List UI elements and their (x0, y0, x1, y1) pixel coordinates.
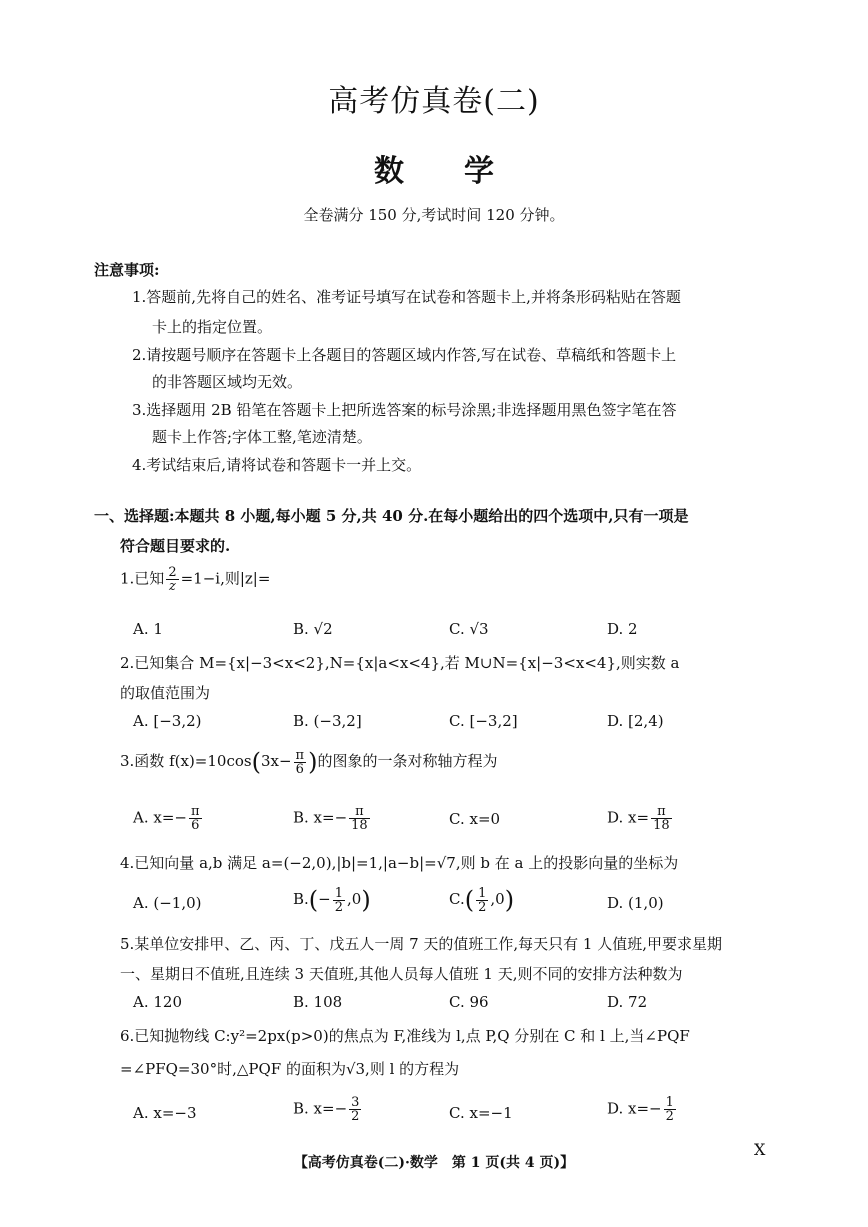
q1-den: z (169, 579, 176, 594)
q1-prefix: 1.已知 (120, 569, 165, 588)
q4-c-pre: C. (449, 890, 465, 908)
q3-a-pre: A. x=− (133, 808, 187, 827)
q3-six: 6 (295, 761, 304, 777)
q4-c-den: 2 (478, 899, 487, 915)
q3-lparen: ( (251, 748, 261, 776)
q4-b-frac (333, 887, 345, 914)
exam-meta: 全卷满分 150 分,考试时间 120 分钟。 (303, 206, 565, 224)
notice-item-2: 2.请按题号顺序在答题卡上各题目的答题区域内作答,写在试卷、草稿纸和答题卡上 (132, 346, 677, 364)
q3-a-frac (189, 805, 202, 832)
question-2-cont: 的取值范围为 (120, 684, 211, 702)
q4-c-tail: ,0 (490, 890, 505, 908)
q1-option-a: A. 1 (133, 620, 163, 638)
q6-d-num: 1 (665, 1095, 674, 1110)
q5-option-a: A. 120 (133, 993, 182, 1011)
q4-b-pre: B. (293, 890, 309, 908)
q4-b-num: 1 (334, 885, 344, 901)
q4-option-c (449, 886, 514, 914)
question-5-cont: 一、星期日不值班,且连续 3 天值班,其他人员每人值班 1 天,则不同的安排方法种数为 (120, 965, 683, 983)
question-2: 2.已知集合 M={x|−3<x<2},N={x|a<x<4},若 M∪N={x|−3<x<4},则实数 a (120, 654, 680, 672)
q3-d-pre: D. x= (607, 808, 650, 827)
q6-d-frac (664, 1096, 676, 1123)
q3-b-num: π (349, 805, 370, 819)
q5-option-d: D. 72 (607, 993, 648, 1011)
q3-prefix: 3.函数 f(x)=10cos (120, 752, 252, 770)
q4-b-lparen: ( (308, 886, 319, 914)
q1-option-b: B. √2 (293, 620, 333, 638)
q3-b-den: 18 (351, 818, 368, 833)
q4-c-rparen: ) (504, 886, 515, 914)
q6-b-pre: B. x=− (293, 1099, 348, 1118)
question-4: 4.已知向量 a,b 满足 a=(−2,0),|b|=1,|a−b|=√7,则 b 在 a 上的投影向量的坐标为 (120, 854, 679, 872)
q3-option-c: C. x=0 (449, 810, 501, 828)
notice-item-3-cont: 题卡上作答;字体工整,笔迹清楚。 (152, 428, 372, 446)
q3-b-frac (349, 805, 370, 832)
notice-item-4: 4.考试结束后,请将试卷和答题卡一并上交。 (132, 456, 422, 474)
q3-d-frac (651, 805, 672, 832)
question-6-cont: =∠PFQ=30°时,△PQF 的面积为√3,则 l 的方程为 (120, 1060, 460, 1078)
q4-c-lparen: ( (464, 886, 475, 914)
q4-c-frac (476, 887, 488, 914)
q6-b-frac (349, 1096, 361, 1123)
subject-title: 数学 (374, 154, 554, 189)
q1-option-c: C. √3 (449, 620, 489, 638)
notice-heading: 注意事项: (94, 261, 160, 279)
q3-option-a (133, 805, 204, 832)
page-footer: 【高考仿真卷(二)·数学 第 1 页(共 4 页)】 (293, 1155, 575, 1171)
q6-option-a: A. x=−3 (133, 1104, 197, 1122)
q6-b-num: 3 (351, 1095, 360, 1110)
question-3 (120, 748, 497, 776)
q4-option-a: A. (−1,0) (133, 894, 202, 912)
q3-fraction (294, 749, 307, 776)
q3-a-den: 6 (191, 818, 200, 833)
q4-b-den: 2 (334, 899, 344, 915)
question-5: 5.某单位安排甲、乙、丙、丁、戊五人一周 7 天的值班工作,每天只有 1 人值班,甲要求星期 (120, 935, 723, 953)
notice-item-1: 1.答题前,先将自己的姓名、准考证号填写在试卷和答题卡上,并将条形码粘贴在答题 (132, 288, 681, 306)
q4-option-b (293, 886, 371, 914)
question-1 (120, 566, 270, 593)
question-6: 6.已知抛物线 C:y²=2px(p>0)的焦点为 F,准线为 l,点 P,Q 分别在 C 和 l 上,当∠PQF (120, 1027, 690, 1045)
q5-option-c: C. 96 (449, 993, 489, 1011)
q1-num: 2 (168, 565, 177, 580)
q3-d-num: π (651, 805, 672, 819)
q3-b-pre: B. x=− (293, 808, 348, 827)
q2-option-a: A. [−3,2) (133, 712, 202, 730)
q3-d-den: 18 (653, 818, 670, 833)
q6-option-d (607, 1096, 678, 1123)
q3-a-num: π (190, 804, 200, 819)
q1-option-d: D. 2 (607, 620, 638, 638)
corner-mark: X (754, 1140, 766, 1159)
notice-item-3: 3.选择题用 2B 铅笔在答题卡上把所选答案的标号涂黑;非选择题用黑色签字笔在答 (132, 401, 677, 419)
section-heading: 一、选择题:本题共 8 小题,每小题 5 分,共 40 分.在每小题给出的四个选项中,只有一项是 (94, 507, 689, 525)
q1-suffix: =1−i,则|z|= (180, 569, 271, 588)
section-heading-cont: 符合题目要求的. (120, 537, 231, 555)
q3-option-d (607, 805, 674, 832)
q4-c-num: 1 (478, 885, 487, 901)
q6-option-b (293, 1096, 363, 1123)
q6-d-den: 2 (665, 1109, 674, 1124)
q2-option-c: C. [−3,2] (449, 712, 518, 730)
q3-rparen: ) (308, 748, 318, 776)
q3-option-b (293, 805, 372, 832)
q4-option-d: D. (1,0) (607, 894, 664, 912)
exam-title: 高考仿真卷(二) (328, 84, 540, 119)
q5-option-b: B. 108 (293, 993, 343, 1011)
q2-option-d: D. [2,4) (607, 712, 664, 730)
q6-b-den: 2 (351, 1109, 360, 1124)
q1-fraction (166, 566, 178, 593)
q4-b-rparen: ) (361, 886, 371, 914)
q2-option-b: B. (−3,2] (293, 712, 362, 730)
notice-item-2-cont: 的非答题区域均无效。 (152, 373, 303, 391)
notice-item-1-cont: 卡上的指定位置。 (152, 318, 273, 336)
q3-inner: 3x− (260, 752, 292, 770)
q4-b-sign: − (318, 890, 331, 908)
q3-suffix: 的图象的一条对称轴方程为 (317, 752, 498, 770)
q6-option-c: C. x=−1 (449, 1104, 513, 1122)
q6-d-pre: D. x=− (607, 1099, 662, 1118)
q3-pi: π (295, 747, 305, 763)
q4-b-tail: ,0 (347, 890, 362, 908)
